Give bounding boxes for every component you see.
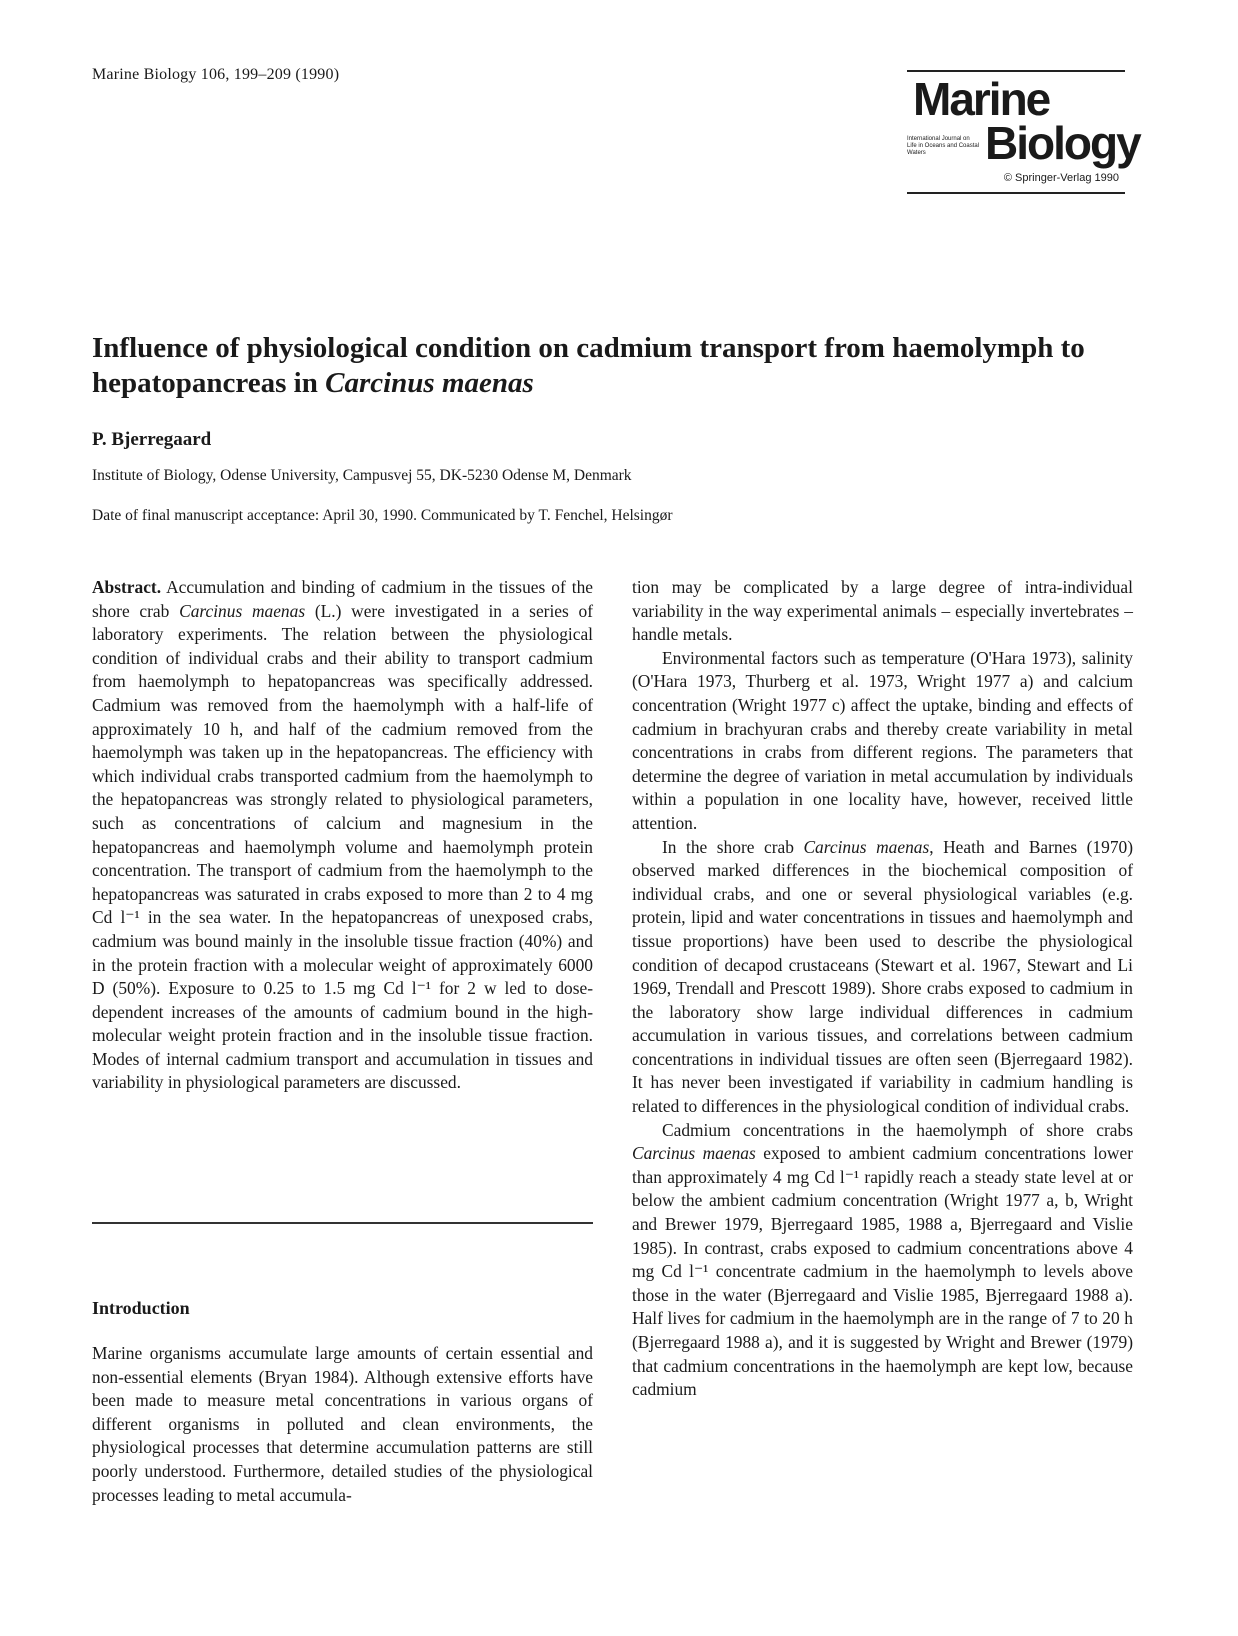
logo-copyright: © Springer-Verlag 1990	[1003, 172, 1119, 184]
introduction-paragraph: Marine organisms accumulate large amounts of certain essential and non-essential elements (Bryan 1984). Although extensive efforts have been made to measure metal concentrations in various organs of different organisms in polluted and clean environments, the physiological processes that determine accumulation patterns are still poorly understood. Furthermore, detailed studies of the physiological processes leading to metal accumula-	[92, 1343, 593, 1505]
introduction-heading: Introduction	[92, 1298, 190, 1318]
body-paragraph: Cadmium concentrations in the haemolymph of shore crabs Carcinus maenas exposed to ambient cadmium concentrations lower than approximately 4 mg Cd l⁻¹ rapidly reach a steady state level at or below the ambient cadmium concentration (Wright 1977 a, b, Wright and Brewer 1979, Bjerregaard 1985, 1988 a, Bjerregaard and Vislie 1985). In contrast, crabs exposed to cadmium concentrations above 4 mg Cd l⁻¹ concentrate cadmium in the haemolymph to levels above those in the water (Bjerregaard and Vislie 1985, Bjerregaard 1988 a). Half lives for cadmium in the haemolymph are in the range of 7 to 20 h (Bjerregaard 1988 a), and it is suggested by Wright and Brewer (1979) that cadmium concentrations in the haemolymph are kept low, because cadmium	[632, 1119, 1133, 1400]
logo-subtitle: International Journal on Life in Oceans and Coastal Waters	[907, 136, 980, 156]
left-column	[92, 576, 593, 1095]
manuscript-dates: Date of final manuscript acceptance: April 30, 1990. Communicated by T. Fenchel, Helsingør	[92, 507, 673, 524]
body-paragraph-continued: tion may be complicated by a large degree of intra-individual variability in the way experimental animals – especially invertebrates – handle metals.	[632, 577, 1133, 645]
logo-biology-text: Biology	[985, 117, 1140, 169]
paper-title: Influence of physiological condition on cadmium transport from haemolymph to hepatopancreas in Carcinus maenas	[92, 332, 1085, 399]
introduction-body	[92, 1342, 593, 1507]
abstract-text: Accumulation and binding of cadmium in the tissues of the shore crab Carcinus maenas (L.) were investigated in a series of laboratory experiments. The relation between the physiological condition of individual crabs and their ability to transport cadmium from haemolymph to hepatopancreas was specifically addressed. Cadmium was removed from the haemolymph with a half-life of approximately 10 h, and half of the cadmium removed from the haemolymph was taken up in the hepatopancreas. The efficiency with which individual crabs transported cadmium from the haemolymph to the hepatopancreas was strongly related to physiological parameters, such as concentrations of calcium and magnesium in the hepatopancreas and haemolymph volume and haemolymph protein concentration. The transport of cadmium from the haemolymph to the hepatopancreas was saturated in crabs exposed to more than 2 to 4 mg Cd l⁻¹ in the sea water. In the hepatopancreas of unexposed crabs, cadmium was bound mainly in the insoluble tissue fraction (40%) and in the protein fraction with a molecular weight of approximately 6000 D (50%). Exposure to 0.25 to 1.5 mg Cd l⁻¹ for 2 w led to dose-dependent increases of the amounts of cadmium bound in the high-molecular weight protein fraction and in the insoluble tissue fraction. Modes of internal cadmium transport and accumulation in tissues and variability in physiological parameters are discussed.	[92, 577, 594, 1093]
journal-citation: Marine Biology 106, 199–209 (1990)	[92, 66, 340, 83]
abstract-label: Abstract.	[92, 577, 162, 597]
right-column	[632, 576, 1133, 1402]
abstract	[92, 576, 593, 1095]
body-paragraph: Environmental factors such as temperature (O'Hara 1973), salinity (O'Hara 1973, Thurberg et al. 1973, Wright 1977 a) and calcium concentration (Wright 1977 c) affect the uptake, binding and effects of cadmium in brachyuran crabs and thereby create variability in metal concentrations in crabs from different regions. The parameters that determine the degree of variation in metal accumulation by individuals within a population in one locality have, however, received little attention.	[632, 647, 1133, 833]
body-paragraph: In the shore crab Carcinus maenas, Heath and Barnes (1970) observed marked differences in the biochemical composition of individual crabs, and one or several physiological variables (e.g. protein, lipid and water concentrations in tissues and haemolymph and tissue proportions) have been used to describe the physiological condition of decapod crustaceans (Stewart et al. 1967, Stewart and Li 1969, Trendall and Prescott 1989). Shore crabs exposed to cadmium in the laboratory show large individual differences in cadmium accumulation in various tissues, and correlations between cadmium concentrations in individual tissues are often seen (Bjerregaard 1982). It has never been investigated if variability in cadmium handling is related to differences in the physiological condition of individual crabs.	[632, 836, 1134, 1117]
logo-marine-text: Marine	[913, 73, 1050, 125]
section-divider	[92, 1222, 593, 1224]
author-affiliation: Institute of Biology, Odense University, Campusvej 55, DK-5230 Odense M, Denmark	[92, 467, 632, 484]
author-name: P. Bjerregaard	[92, 429, 212, 450]
logo-rule-top	[907, 70, 1125, 72]
journal-logo	[907, 70, 1140, 194]
logo-rule-bottom	[907, 192, 1125, 194]
